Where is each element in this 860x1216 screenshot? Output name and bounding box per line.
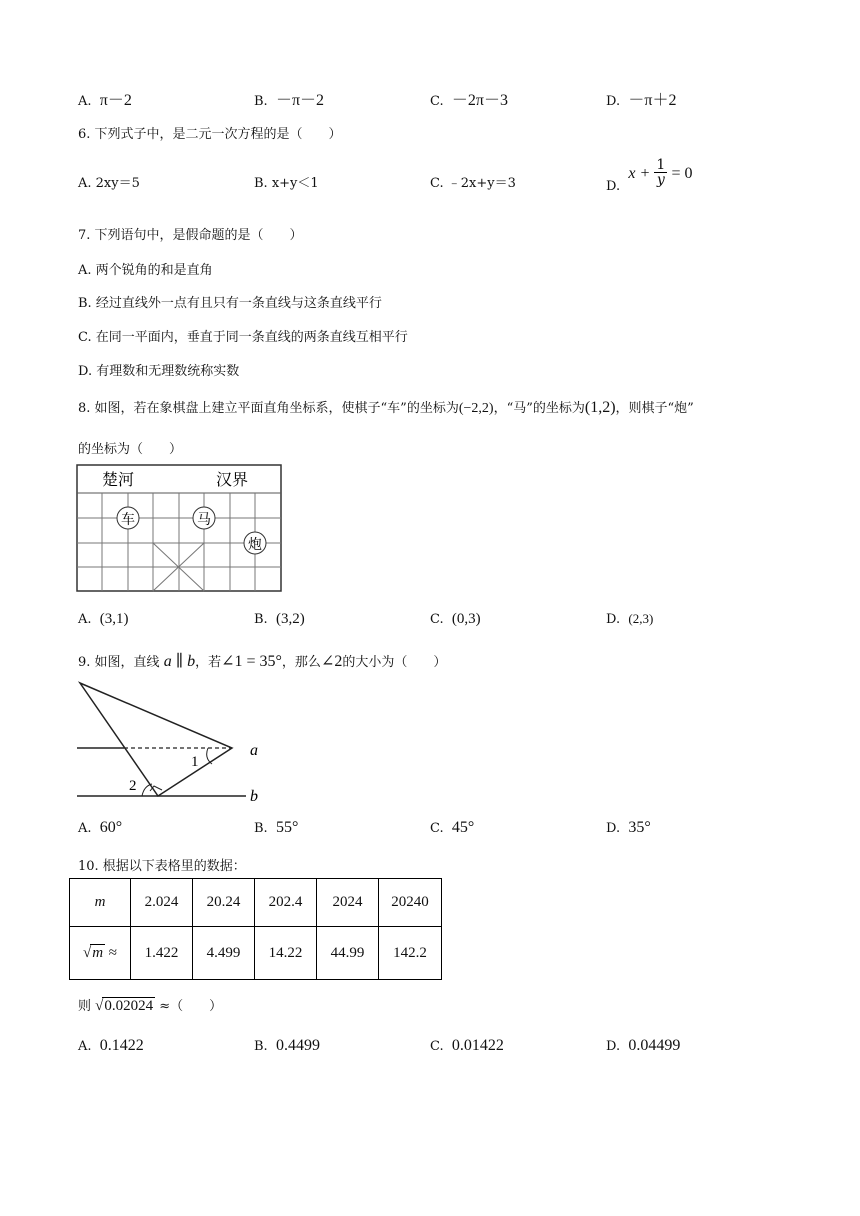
svg-text:炮: 炮 bbox=[248, 537, 262, 553]
q6-stem: 6. 下列式子中，是二元一次方程的是（ ） bbox=[78, 127, 342, 142]
table-row bbox=[70, 927, 442, 980]
q7-option-a: A. 两个锐角的和是直角 bbox=[78, 263, 213, 278]
chess-board-figure bbox=[76, 464, 284, 594]
q5-option-c: C. －2π－3 bbox=[430, 92, 508, 109]
q10-data-table bbox=[69, 878, 442, 980]
table-cell: 142.2 bbox=[379, 927, 442, 980]
q5-option-d: D. －π＋2 bbox=[606, 92, 677, 109]
q6-option-a: A. 2xy＝5 bbox=[78, 176, 140, 191]
q10-option-b: B. 0.4499 bbox=[254, 1037, 320, 1054]
q10-options bbox=[78, 1037, 798, 1057]
table-cell: 2.024 bbox=[131, 879, 193, 927]
q10-option-a: A. 0.1422 bbox=[78, 1037, 144, 1054]
q7-option-c: C. 在同一平面内，垂直于同一条直线的两条直线互相平行 bbox=[78, 330, 408, 345]
piece-pao bbox=[244, 532, 266, 554]
q8-option-d: D. (2,3) bbox=[606, 611, 654, 627]
q10-stem: 10. 根据以下表格里的数据： bbox=[78, 859, 246, 874]
table-row bbox=[70, 879, 442, 927]
q8-stem-line2: 的坐标为（ ） bbox=[78, 442, 183, 457]
q8-option-c: C. (0,3) bbox=[430, 611, 481, 627]
q9-stem: 9. 如图，直线 a ∥ b，若∠1 = 35°，那么∠2的大小为（ ） bbox=[78, 653, 447, 670]
q9-option-c: C. 45° bbox=[430, 819, 475, 836]
table-cell: 14.22 bbox=[255, 927, 317, 980]
angle-label-1: 1 bbox=[191, 754, 199, 770]
table-cell: 2024 bbox=[317, 879, 379, 927]
q9-option-b: B. 55° bbox=[254, 819, 299, 836]
piece-ma bbox=[193, 507, 215, 529]
svg-text:马: 马 bbox=[197, 512, 211, 528]
table-cell: 44.99 bbox=[317, 927, 379, 980]
q8-option-a: A. (3,1) bbox=[78, 611, 129, 627]
angle-label-2: 2 bbox=[129, 778, 137, 794]
q6-options bbox=[78, 157, 798, 194]
q7-option-d: D. 有理数和无理数统称实数 bbox=[78, 364, 240, 379]
q8-options bbox=[78, 611, 798, 631]
q6-option-d: D. x + $\frac{1}{y}$ = 0 bbox=[606, 157, 693, 194]
q7-stem: 7. 下列语句中，是假命题的是（ ） bbox=[78, 228, 303, 243]
q7-option-b: B. 经过直线外一点有且只有一条直线与这条直线平行 bbox=[78, 296, 382, 311]
q6-option-b: B. x+y＜1 bbox=[254, 176, 319, 191]
q10-option-c: C. 0.01422 bbox=[430, 1037, 504, 1054]
board-label-chuhe: 楚河 bbox=[102, 470, 135, 489]
table-cell: 202.4 bbox=[255, 879, 317, 927]
table-header-sqrt-m: √m ≈ bbox=[70, 927, 131, 980]
table-cell: 1.422 bbox=[131, 927, 193, 980]
q9-option-a: A. 60° bbox=[78, 819, 123, 836]
line-label-b: b bbox=[250, 788, 258, 805]
q5-option-b: B. －π－2 bbox=[254, 92, 325, 109]
q10-option-d: D. 0.04499 bbox=[606, 1037, 681, 1054]
q8-option-b: B. (3,2) bbox=[254, 611, 305, 627]
table-header-m: m bbox=[70, 879, 131, 927]
q9-option-d: D. 35° bbox=[606, 819, 651, 836]
table-cell: 4.499 bbox=[193, 927, 255, 980]
q5-option-a: A. π－2 bbox=[78, 92, 132, 109]
q6-option-c: C. ﹣2x+y＝3 bbox=[430, 176, 516, 191]
line-label-a: a bbox=[250, 742, 258, 759]
table-cell: 20240 bbox=[379, 879, 442, 927]
svg-text:车: 车 bbox=[121, 512, 135, 528]
q8-stem-line1: 8. 如图，若在象棋盘上建立平面直角坐标系，使棋子“车”的坐标为(−2,2)，“马”的坐标为(1,2)，则棋子“炮” bbox=[78, 399, 694, 416]
q5-options bbox=[78, 87, 798, 107]
q6-fraction: $\frac{1}{y}$ bbox=[656, 157, 666, 188]
board-label-hanjie: 汉界 bbox=[216, 470, 249, 489]
q10-ask: 则 √0.02024 ≈（ ） bbox=[78, 998, 223, 1014]
piece-che bbox=[117, 507, 139, 529]
table-cell: 20.24 bbox=[193, 879, 255, 927]
q9-options bbox=[78, 819, 798, 839]
parallel-lines-figure bbox=[74, 680, 274, 805]
